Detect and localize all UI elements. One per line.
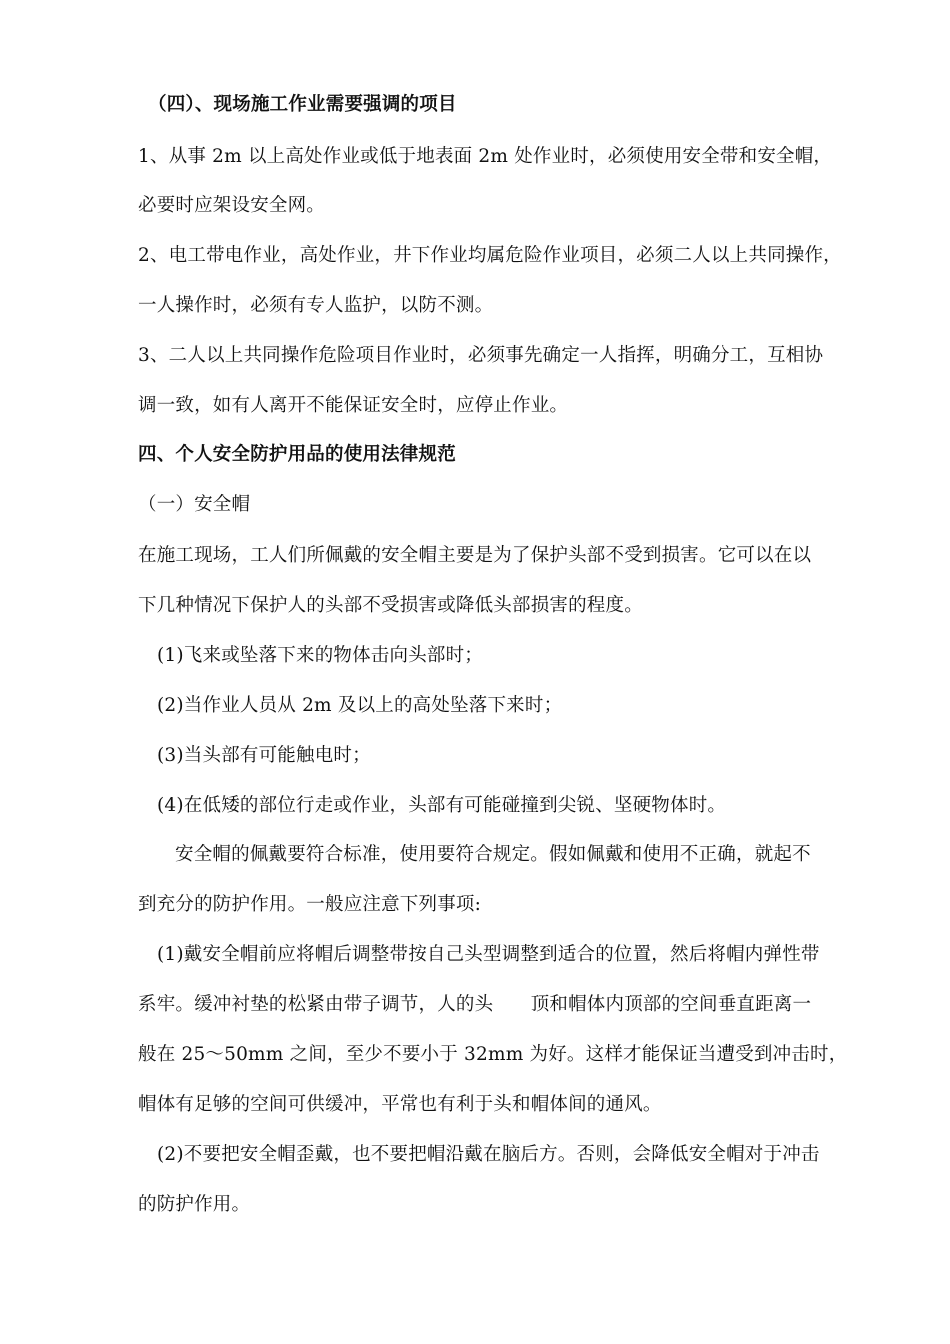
paragraph-line: 在施工现场，工人们所佩戴的安全帽主要是为了保护头部不受到损害。它可以在以 [138,545,812,566]
paragraph-line: 3、二人以上共同操作危险项目作业时，必须事先确定一人指挥，明确分工，互相协 [138,345,824,366]
paragraph-line: 一人操作时，必须有专人监护，以防不测。 [138,295,494,316]
paragraph-line: 1、从事 2m 以上高处作业或低于地表面 2m 处作业时，必须使用安全带和安全帽， [138,146,833,167]
section-heading-personal-protection: 四、个人安全防护用品的使用法律规范 [138,444,456,465]
paragraph-line: 2、电工带电作业，高处作业，井下作业均属危险作业项目，必须二人以上共同操作， [138,245,842,266]
paragraph-line: 的防护作用。 [138,1194,251,1215]
paragraph-line: (2)不要把安全帽歪戴，也不要把帽沿戴在脑后方。否则，会降低安全帽对于冲击 [157,1144,820,1165]
paragraph-line: 到充分的防护作用。一般应注意下列事项: [138,894,482,915]
section-heading-site-work: （四）、现场施工作业需要强调的项目 [148,94,457,115]
paragraph-line: 必要时应架设安全网。 [138,195,326,216]
paragraph-line: 帽体有足够的空间可供缓冲，平常也有利于头和帽体间的通风。 [138,1094,662,1115]
paragraph-line: (1)戴安全帽前应将帽后调整带按自己头型调整到适合的位置，然后将帽内弹性带 [157,944,820,965]
list-item: (2)当作业人员从 2m 及以上的高处坠落下来时； [157,695,563,716]
list-item: (4)在低矮的部位行走或作业，头部有可能碰撞到尖锐、坚硬物体时。 [157,795,727,816]
list-item: (1)飞来或坠落下来的物体击向头部时； [157,645,484,666]
paragraph-line: 安全帽的佩戴要符合标准，使用要符合规定。假如佩戴和使用不正确，就起不 [175,844,811,865]
paragraph-line: 般在 25～50mm 之间，至少不要小于 32mm 为好。这样才能保证当遭受到冲击时， [138,1044,848,1065]
list-item: (3)当头部有可能触电时； [157,745,371,766]
paragraph-line: 下几种情况下保护人的头部不受损害或降低头部损害的程度。 [138,595,643,616]
paragraph-line: 系牢。缓冲衬垫的松紧由带子调节，人的头 顶和帽体内顶部的空间垂直距离一 [138,994,812,1015]
subsection-heading-helmet: （一）安全帽 [138,494,251,515]
paragraph-line: 调一致，如有人离开不能保证安全时，应停止作业。 [138,395,569,416]
